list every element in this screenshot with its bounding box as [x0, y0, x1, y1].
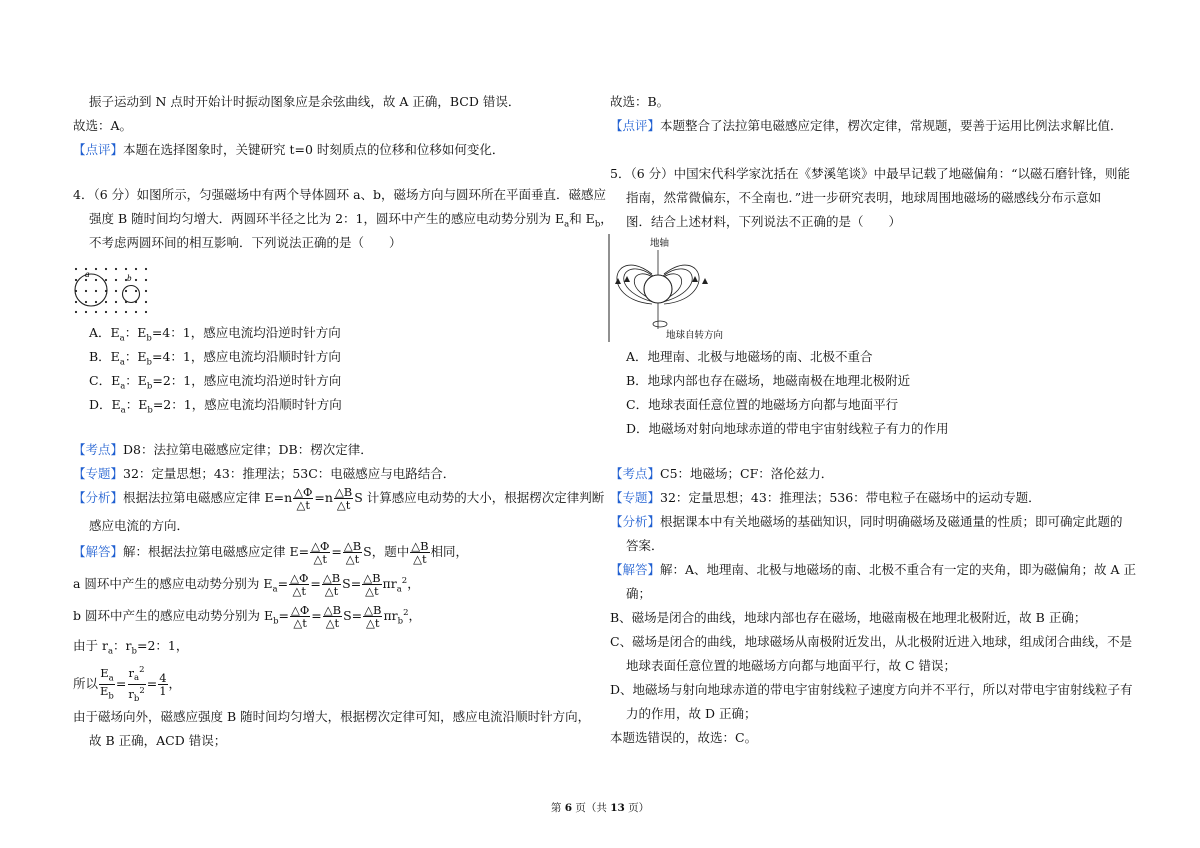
solution-line: 由于磁场向外，磁感应强度 B 随时间均匀增大，根据楞次定律可知，感应电流沿顺时针方向，	[73, 709, 591, 724]
earth-axis-label: 地轴	[650, 238, 670, 249]
option-c: C．$E_a$：$E_b=2$：1，感应电流均沿逆时针方向	[89, 373, 342, 392]
text-line: 故选：B。	[610, 94, 670, 109]
option-d: D．$E_a$：$E_b=2$：1，感应电流均沿顺时针方向	[89, 397, 342, 416]
solution-line: b 圆环中产生的感应电动势分别为 $E_b=$ $\frac{\triangle\Phi}{\triangle t}$ = $\frac{\triangle B}{\triangle t}$ S= $\frac{\triangle B}{\triangle t}$ $\pi r_b^2$，	[73, 603, 422, 631]
question-5-line: 5．（6 分）中国宋代科学家沈括在《梦溪笔谈》中最早记载了地磁偏角：“以磁石磨针锋，则能	[610, 166, 1131, 181]
question-4-line: 不考虑两圆环间的相互影响．下列说法正确的是（ ）	[89, 235, 402, 250]
two-rings-figure	[73, 266, 151, 316]
question-5-line: 图．结合上述材料，下列说法不正确的是（ ）	[626, 214, 902, 229]
option-a: A．地理南、北极与地磁场的南、北极不重合	[626, 349, 873, 364]
question-4-line: 4．（6 分）如图所示，匀强磁场中有两个导体圆环 a、b，磁场方向与圆环所在平面垂直．磁感应	[73, 187, 607, 202]
solution-line: C、磁场是闭合的曲线，地球磁场从南极附近发出，从北极附近进入地球，组成闭合曲线，不是	[610, 634, 1133, 649]
text-line: 故选：A。	[73, 118, 133, 133]
earth-icon	[644, 275, 672, 303]
rotation-ellipse	[653, 321, 667, 327]
solution-line: 【解答】解：A、地理南、北极与地磁场的南、北极不重合有一定的夹角，即为磁偏角；故 A 正	[610, 562, 1137, 577]
knowledge-point: 【考点】D8：法拉第电磁感应定律；DB：楞次定律．	[73, 442, 373, 457]
rotation-label: 地球自转方向	[666, 330, 724, 341]
option-b: B．$E_a$：$E_b=4$：1，感应电流均沿顺时针方向	[89, 349, 341, 368]
comment-text: 本题在选择图象时，关键研究 t=0 时刻质点的位移和位移如何变化．	[123, 142, 505, 157]
solution-line: 所以 $\frac{E_a}{E_b}$ = $\frac{r_a^2}{r_b^2}$ = $\frac{4}{1}$ ，	[73, 665, 182, 705]
solution-line: B、磁场是闭合的曲线，地球内部也存在磁场，地磁南极在地理北极附近，故 B 正确；	[610, 610, 1087, 625]
option-a: A．$E_a$：$E_b=4$：1，感应电流均沿逆时针方向	[89, 325, 341, 344]
page-footer: 第 6 页（共 13 页）	[550, 802, 650, 814]
question-4-line: 强度 B 随时间均匀增大．两圆环半径之比为 2：1，圆环中产生的感应电动势分别为 $E_a$和 $E_b$，	[89, 211, 613, 230]
ring-b	[123, 286, 140, 303]
comment-line: 【点评】本题整合了法拉第电磁感应定律，楞次定律，常规题，要善于运用比例法求解比值．	[610, 118, 1123, 133]
knowledge-point: 【考点】C5：地磁场；CF：洛伦兹力．	[610, 466, 834, 481]
text-line: 振子运动到 N 点时开始计时振动图象应是余弦曲线，故 A 正确，BCD 错误．	[89, 94, 521, 109]
analysis-line: 答案．	[626, 538, 664, 553]
analysis-line: 【分析】根据法拉第电磁感应定律 E=n $\frac{\triangle\Phi}{\triangle t}$ =n $\frac{\triangle B}{\triangle t}$ S 计算感应电动势的大小，根据楞次定律判断	[73, 485, 605, 512]
page-total: 13	[610, 802, 625, 814]
solution-line: 本题选错误的，故选：C。	[610, 730, 758, 745]
ring-b-label: b	[127, 273, 132, 283]
solution-line: a 圆环中产生的感应电动势分别为 $E_a=$ $\frac{\triangle\Phi}{\triangle t}$ = $\frac{\triangle B}{\triangle t}$ S= $\frac{\triangle B}{\triangle t}$ $\pi r_a^2$，	[73, 571, 420, 599]
topic: 【专题】32：定量思想；43：推理法；536：带电粒子在磁场中的运动专题．	[610, 490, 1041, 505]
option-c: C．地球表面任意位置的地磁场方向都与地面平行	[626, 397, 899, 412]
topic: 【专题】32：定量思想；43：推理法；53C：电磁感应与电路结合．	[73, 466, 456, 481]
solution-line: 故 B 正确，ACD 错误；	[89, 733, 227, 748]
analysis-line: 【分析】根据课本中有关地磁场的基础知识，同时明确磁场及磁通量的性质；即可确定此题的	[610, 514, 1123, 529]
earth-magnetic-field-figure	[608, 234, 738, 344]
solution-line: 确；	[626, 586, 652, 601]
ring-a-label: a	[85, 269, 90, 279]
question-5-line: 指南，然常微偏东，不全南也．”进一步研究表明，地球周围地磁场的磁感线分布示意如	[626, 190, 1102, 205]
page-number: 6	[564, 802, 572, 814]
ring-a	[75, 274, 107, 306]
solution-line: 【解答】解：根据法拉第电磁感应定律 E= $\frac{\triangle\Phi}{\triangle t}$ = $\frac{\triangle B}{\triangle t}$ S，题中 $\frac{\triangle B}{\triangle t}$ 相同，	[73, 539, 469, 566]
option-d: D．地磁场对射向地球赤道的带电宇宙射线粒子有力的作用	[626, 421, 949, 436]
comment-tag: 【点评】	[73, 142, 124, 157]
solution-line: 地球表面任意位置的地磁场方向都与地面平行，故 C 错误；	[626, 658, 957, 673]
solution-line: D、地磁场与射向地球赤道的带电宇宙射线粒子速度方向并不平行，所以对带电宇宙射线粒子有	[610, 682, 1133, 697]
comment-line	[73, 141, 504, 159]
option-b: B．地球内部也存在磁场，地磁南极在地理北极附近	[626, 373, 911, 388]
solution-line: 力的作用，故 D 正确；	[626, 706, 757, 721]
analysis-line: 感应电流的方向．	[89, 518, 190, 533]
solution-line: 由于 $r_a$：$r_b=2$：1，	[73, 638, 189, 657]
